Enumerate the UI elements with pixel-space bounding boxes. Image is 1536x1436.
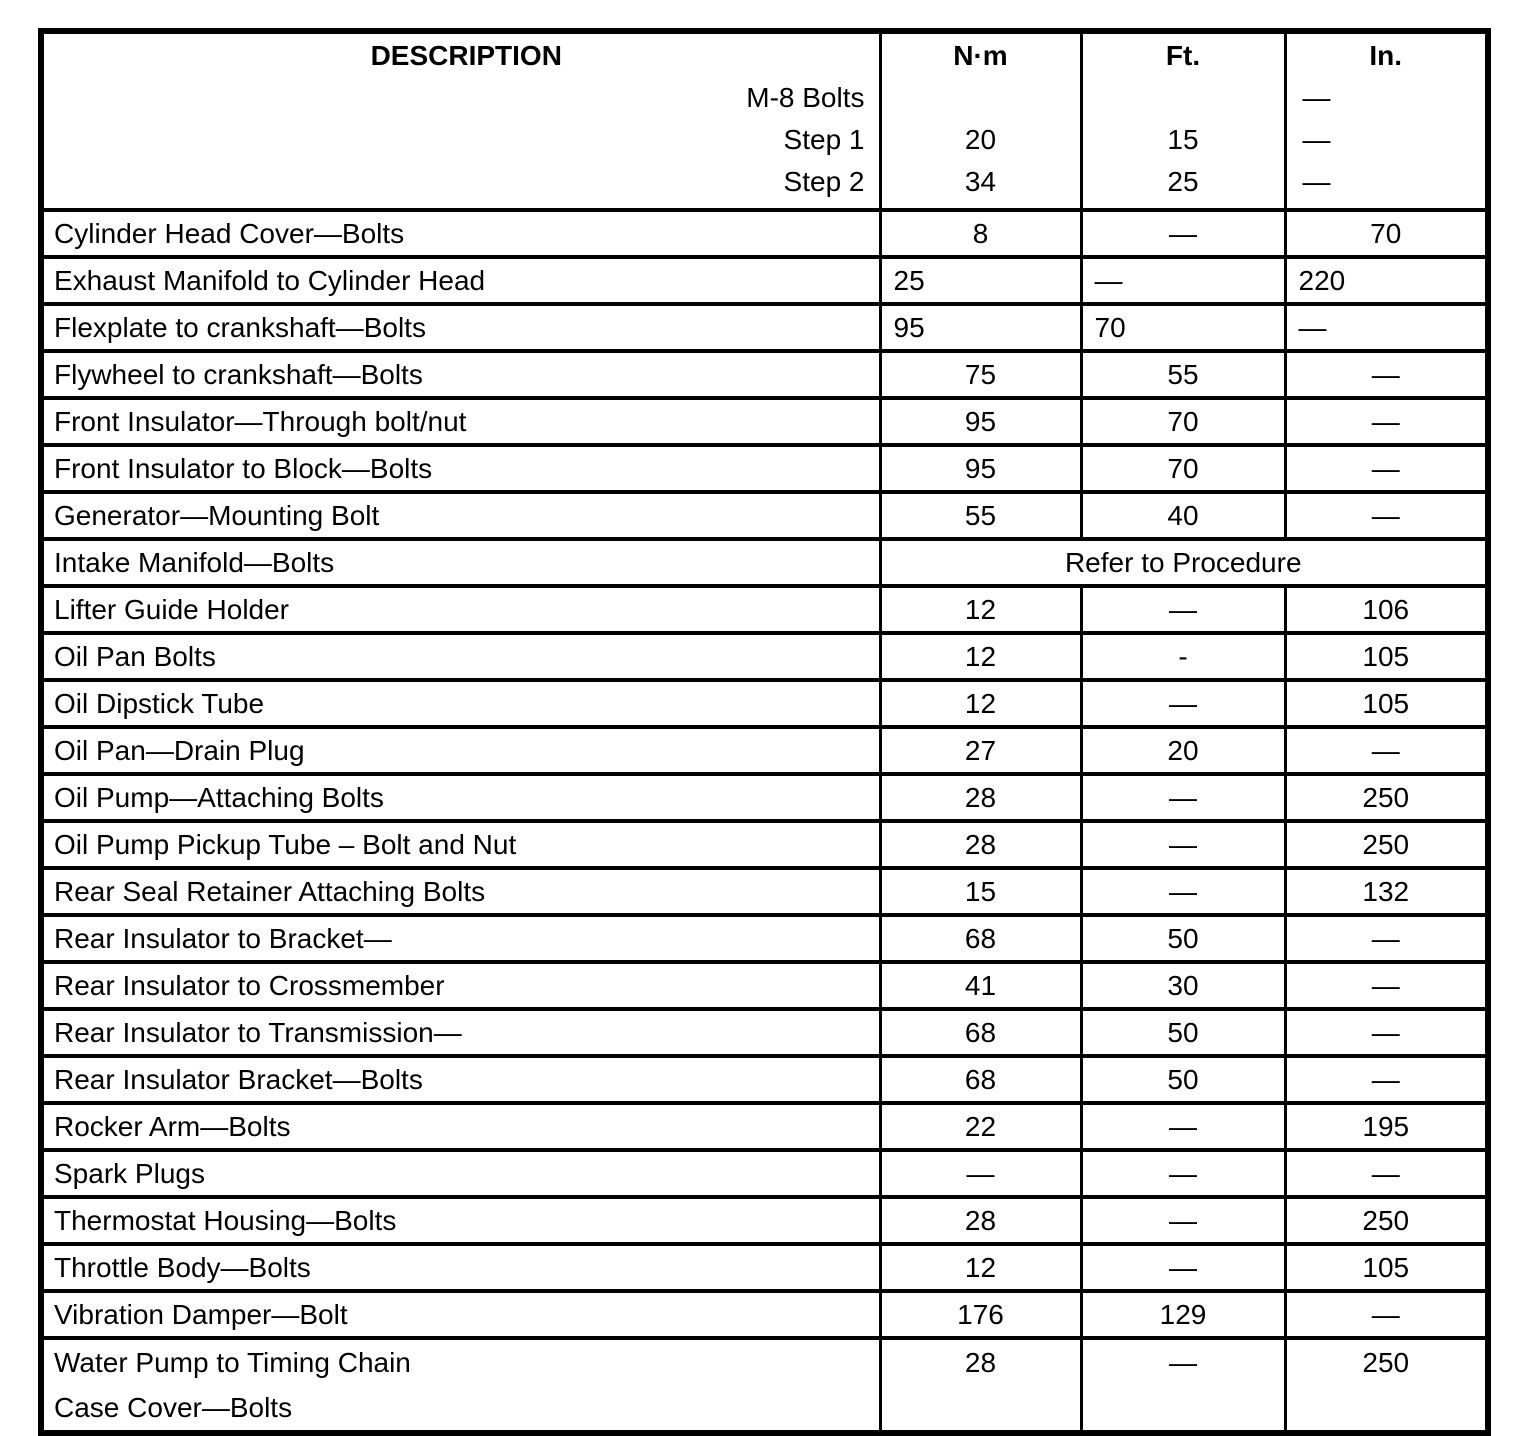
table-body — [41, 31, 1488, 1433]
row-value-nm: 28 — [880, 774, 1081, 821]
row-value-in: 250 — [1285, 1338, 1488, 1433]
row-value-ft: 40 — [1081, 492, 1285, 539]
row-value-in: 195 — [1285, 1103, 1488, 1150]
table-row — [41, 915, 1488, 962]
header-sub-label: M-8 Bolts — [746, 82, 865, 113]
row-description: Intake Manifold—Bolts — [41, 539, 880, 586]
row-value-in: 250 — [1285, 774, 1488, 821]
table-row — [41, 1103, 1488, 1150]
header-sub-value-nm — [882, 82, 1080, 114]
row-value-ft: — — [1081, 1150, 1285, 1197]
row-value-ft: 70 — [1081, 398, 1285, 445]
row-value-ft: — — [1081, 774, 1285, 821]
row-value-ft: 129 — [1081, 1291, 1285, 1338]
row-value-ft: 70 — [1081, 304, 1285, 351]
header-sub-value-nm: 34 — [964, 166, 997, 197]
header-sub-value-nm: 20 — [964, 124, 997, 155]
table-row — [41, 821, 1488, 868]
row-value-ft: 70 — [1081, 445, 1285, 492]
row-value-ft: - — [1081, 633, 1285, 680]
row-description: Rocker Arm—Bolts — [41, 1103, 880, 1150]
row-value-nm: 8 — [880, 210, 1081, 257]
row-description: Rear Insulator to Bracket— — [41, 915, 880, 962]
header-ft-cell — [1081, 31, 1285, 210]
header-description-cell — [41, 31, 880, 210]
row-value-ft: — — [1081, 821, 1285, 868]
row-value-in: 106 — [1285, 586, 1488, 633]
row-description: Flexplate to crankshaft—Bolts — [41, 304, 880, 351]
row-description: Cylinder Head Cover—Bolts — [41, 210, 880, 257]
table-row — [41, 1009, 1488, 1056]
row-description: Rear Seal Retainer Attaching Bolts — [41, 868, 880, 915]
table-row — [41, 257, 1488, 304]
row-value-nm: 27 — [880, 727, 1081, 774]
row-value-nm: 95 — [880, 445, 1081, 492]
header-sub-value-in: — — [1302, 124, 1331, 155]
row-value-in: — — [1285, 727, 1488, 774]
row-value-nm: 12 — [880, 1244, 1081, 1291]
header-sub-value-ft — [1083, 82, 1284, 114]
table-row — [41, 633, 1488, 680]
row-value-in: — — [1285, 351, 1488, 398]
row-value-nm: 68 — [880, 1056, 1081, 1103]
row-value-ft: 50 — [1081, 915, 1285, 962]
row-value-in: 70 — [1285, 210, 1488, 257]
row-value-in: 105 — [1285, 680, 1488, 727]
table-row — [41, 727, 1488, 774]
header-sub-value-ft: 25 — [1167, 166, 1199, 197]
header-in-cell — [1285, 31, 1488, 210]
row-description: Flywheel to crankshaft—Bolts — [41, 351, 880, 398]
row-value-in: — — [1285, 915, 1488, 962]
row-value-in: — — [1285, 445, 1488, 492]
row-value-nm: 12 — [880, 633, 1081, 680]
row-description: Oil Pan Bolts — [41, 633, 880, 680]
table-row — [41, 351, 1488, 398]
row-value-nm: 12 — [880, 586, 1081, 633]
table-row — [41, 1291, 1488, 1338]
table-row — [41, 492, 1488, 539]
row-description: Exhaust Manifold to Cylinder Head — [41, 257, 880, 304]
row-description: Oil Pump Pickup Tube – Bolt and Nut — [41, 821, 880, 868]
row-value-ft: 20 — [1081, 727, 1285, 774]
header-sub-label: Step 1 — [783, 124, 865, 155]
row-value-in: 250 — [1285, 1197, 1488, 1244]
row-value-nm: 25 — [880, 257, 1081, 304]
row-value-ft: — — [1081, 1244, 1285, 1291]
header-nm-cell — [880, 31, 1081, 210]
row-value-in: 250 — [1285, 821, 1488, 868]
row-value-in: 105 — [1285, 1244, 1488, 1291]
row-value-nm: 75 — [880, 351, 1081, 398]
row-value-ft: — — [1081, 868, 1285, 915]
row-value-nm: — — [880, 1150, 1081, 1197]
header-sub-value-in: — — [1302, 166, 1331, 197]
row-value-ft: — — [1081, 1338, 1285, 1433]
row-value-nm: 15 — [880, 868, 1081, 915]
row-value-in: 132 — [1285, 868, 1488, 915]
row-description-line: Case Cover—Bolts — [54, 1392, 293, 1423]
row-value-in: — — [1285, 1291, 1488, 1338]
row-value-ft: — — [1081, 680, 1285, 727]
row-value-in: — — [1285, 398, 1488, 445]
row-value-ft: 30 — [1081, 962, 1285, 1009]
table-row — [41, 586, 1488, 633]
row-description: Thermostat Housing—Bolts — [41, 1197, 880, 1244]
row-value-nm: 68 — [880, 1009, 1081, 1056]
row-value-ft: 50 — [1081, 1056, 1285, 1103]
table-row — [41, 398, 1488, 445]
table-row — [41, 445, 1488, 492]
table-row — [41, 962, 1488, 1009]
table-row — [41, 1338, 1488, 1433]
row-value-in: 220 — [1285, 257, 1488, 304]
row-value-in: — — [1285, 1150, 1488, 1197]
row-description-line: Water Pump to Timing Chain — [54, 1347, 411, 1378]
row-value-ft: 50 — [1081, 1009, 1285, 1056]
row-value-ft: — — [1081, 1103, 1285, 1150]
table-row — [41, 680, 1488, 727]
table-row — [41, 1150, 1488, 1197]
table-row — [41, 1056, 1488, 1103]
row-description — [41, 1338, 880, 1433]
column-header-description: DESCRIPTION — [370, 40, 562, 71]
table-row — [41, 774, 1488, 821]
row-description: Spark Plugs — [41, 1150, 880, 1197]
row-value-nm: 22 — [880, 1103, 1081, 1150]
table-row — [41, 1197, 1488, 1244]
row-value-nm: 12 — [880, 680, 1081, 727]
header-sub-value-ft: 15 — [1167, 124, 1199, 155]
row-value-nm: 95 — [880, 398, 1081, 445]
table-row — [41, 868, 1488, 915]
row-value-nm: 176 — [880, 1291, 1081, 1338]
row-value-nm: 95 — [880, 304, 1081, 351]
row-value-in: — — [1285, 1056, 1488, 1103]
row-value-nm: 41 — [880, 962, 1081, 1009]
row-description: Front Insulator to Block—Bolts — [41, 445, 880, 492]
table-row — [41, 304, 1488, 351]
row-description: Front Insulator—Through bolt/nut — [41, 398, 880, 445]
row-span-value: Refer to Procedure — [880, 539, 1488, 586]
torque-spec-table — [38, 28, 1491, 1436]
row-description: Rear Insulator to Transmission— — [41, 1009, 880, 1056]
row-description: Throttle Body—Bolts — [41, 1244, 880, 1291]
table-row — [41, 1244, 1488, 1291]
row-description: Generator—Mounting Bolt — [41, 492, 880, 539]
row-value-nm: 55 — [880, 492, 1081, 539]
row-value-nm: 68 — [880, 915, 1081, 962]
row-value-in: — — [1285, 1009, 1488, 1056]
row-value-ft: 55 — [1081, 351, 1285, 398]
header-sub-label: Step 2 — [783, 166, 865, 197]
row-description: Rear Insulator Bracket—Bolts — [41, 1056, 880, 1103]
column-header-nm: N·m — [953, 40, 1008, 71]
row-value-nm: 28 — [880, 1197, 1081, 1244]
row-value-in: 105 — [1285, 633, 1488, 680]
table-header-row — [41, 31, 1488, 210]
row-value-ft: — — [1081, 586, 1285, 633]
column-header-ft: Ft. — [1165, 40, 1201, 71]
row-value-ft: — — [1081, 210, 1285, 257]
row-value-ft: — — [1081, 257, 1285, 304]
table-row — [41, 210, 1488, 257]
row-description: Oil Pump—Attaching Bolts — [41, 774, 880, 821]
row-value-in: — — [1285, 304, 1488, 351]
row-value-ft: — — [1081, 1197, 1285, 1244]
row-description: Oil Pan—Drain Plug — [41, 727, 880, 774]
row-description: Lifter Guide Holder — [41, 586, 880, 633]
row-description: Vibration Damper—Bolt — [41, 1291, 880, 1338]
row-description: Rear Insulator to Crossmember — [41, 962, 880, 1009]
row-value-nm: 28 — [880, 1338, 1081, 1433]
row-value-nm: 28 — [880, 821, 1081, 868]
row-value-in: — — [1285, 962, 1488, 1009]
table-row — [41, 539, 1488, 586]
row-value-in: — — [1285, 492, 1488, 539]
column-header-in: In. — [1369, 40, 1403, 71]
header-sub-value-in: — — [1302, 82, 1331, 113]
row-description: Oil Dipstick Tube — [41, 680, 880, 727]
